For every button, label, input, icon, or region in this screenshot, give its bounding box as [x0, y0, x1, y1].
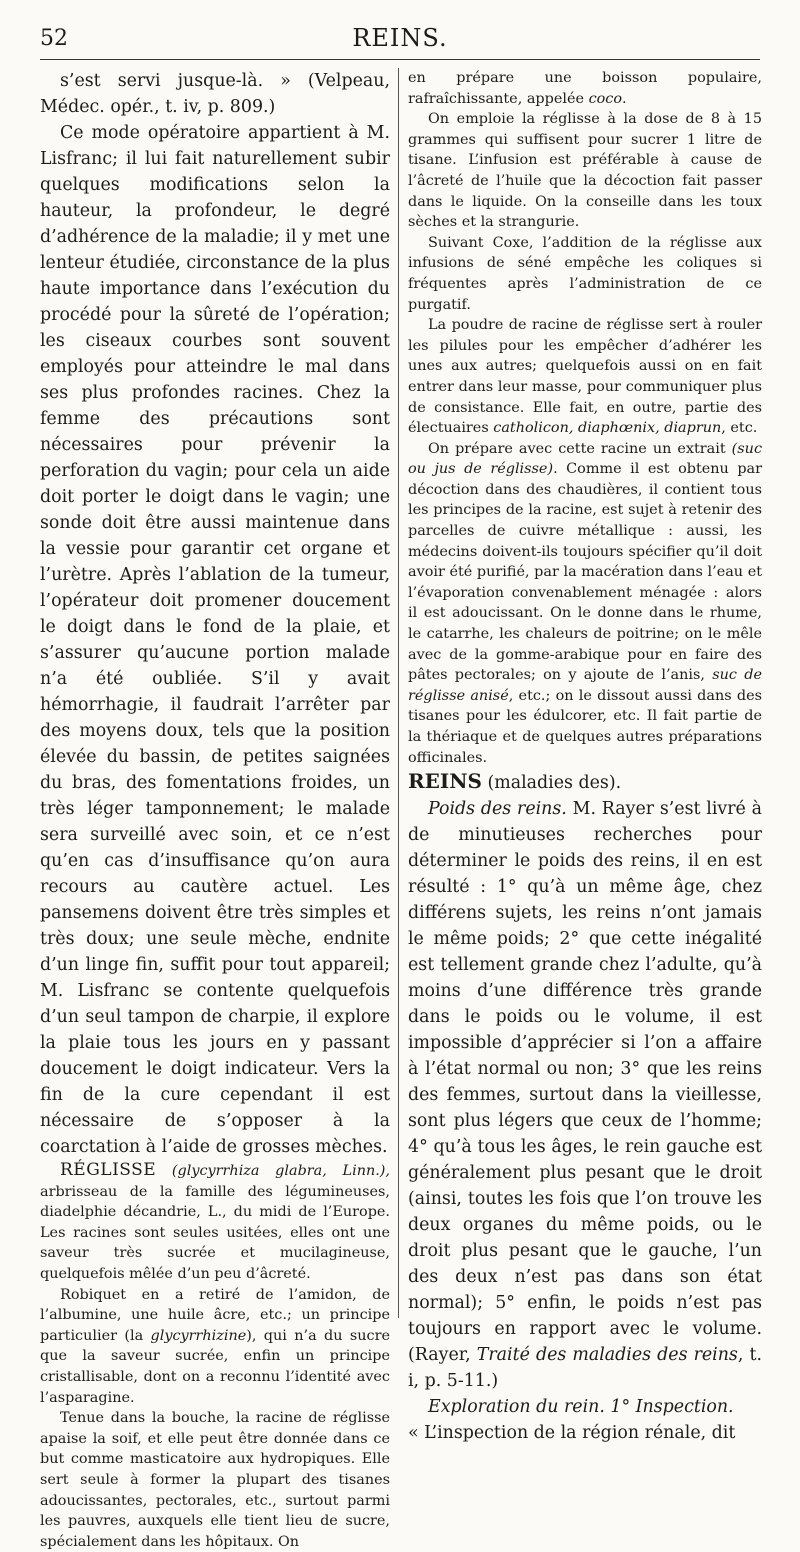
paragraph-robiquet — [40, 1285, 390, 1409]
paragraph-extrait — [408, 439, 762, 769]
paragraph-uses: Tenue dans la bouche, la racine de réglisse apaise la soif, et elle peut être donnée dans ce but comme masticatoire aux hydropiques. Elle sert seule à former la plupart des tisanes adoucissantes, pectorales, etc., surtout parmi les pauvres, auxquels elle tient lieu de sucre, spécialement dans les hôpitaux. On — [40, 1410, 390, 1550]
page-header — [40, 22, 760, 58]
poids-reference-title: Traité des maladies des reins — [476, 1345, 738, 1366]
paragraph-dose: On emploie la réglisse à la dose de 8 à 15 grammes qui suffisent pour sucrer 1 litre de tisane. L’infusion est préférable à cause de l’âcreté de l’huile que la décoction fait passer dans le liquide. On la conseille dans les toux sèches et la strangurie. — [408, 111, 762, 231]
paragraph-exploration-text: « L’inspection de la région rénale, dit — [408, 1423, 736, 1444]
poids-text: M. Rayer s’est livré à de minutieuses recherches pour déterminer le poids des reins, il en est résulté : 1° qu’à un même âge, chez différens sujets, les reins n’ont jamais le même poids; 2° que cette inégalité est tellement grande chez l’adulte, qu’à moins d’une différence très grande dans le poids ou le volume, il est impossible d’apprécier si l’on a affaire à l’état normal ou non; 3° que les reins des femmes, surtout dans la vieillesse, sont plus légers que ceux de l’homme; 4° qu’à tous les âges, le rein gauche est généralement plus pesant que le droit (ainsi, toutes les fois que l’on trouve les deux organes du même poids, ou le droit plus pesant que le gauche, l’un des deux n’est pas dans son état normal); 5° enfin, le poids n’est pas toujours en rapport avec le volume. (Rayer, — [408, 799, 762, 1366]
extrait-text-b: . Comme il est obtenu par décoction dans des chaudières, il contient tous les principes de la racine, est sujet à retenir des parcelles de cuivre métallique : aussi, les médecins doivent-ils toujours spécifier qu’il doit avoir été purifié, par la macération dans l’eau et l’évaporation convenablement ménagée : alors il est adoucissant. On le donne dans le rhume, le catarrhe, les chaleurs de poitrine; on le mêle avec de la gomme-arabique pour en faire des pâtes pectorales; on y ajoute de l’anis, — [408, 461, 762, 684]
poids-title: Poids des reins. — [428, 799, 567, 820]
paragraph-coxe: Suivant Coxe, l’addition de la réglisse aux infusions de séné empêche les coliques si fréquentes après l’administration de ce purgatif. — [408, 234, 762, 313]
paragraph-poudre — [408, 315, 762, 439]
left-column — [40, 68, 390, 1550]
extrait-text-c: , etc.; on le dissout aussi dans des tisanes pour les édulcorer, etc. Il fait partie de la thériaque et de quelques autres préparations officinales. — [408, 687, 762, 766]
extrait-italic-2: suc de réglisse anisé — [408, 667, 763, 704]
entry-term-reins: REINS — [408, 769, 482, 794]
entry-reins-subtitle: (maladies des). — [481, 773, 622, 794]
paragraph-poids — [408, 796, 762, 1394]
coco-italic: coco — [588, 90, 623, 107]
extrait-italic: (suc ou jus de réglisse) — [408, 440, 762, 478]
header-rule — [40, 59, 760, 60]
poudre-text-b: , etc. — [721, 420, 758, 437]
page-number: 52 — [40, 26, 68, 51]
entry-reins-heading — [408, 768, 762, 796]
robiquet-text-a: Robiquet en a retiré de l’amidon, de l’albumine, une huile âcre, etc.; un principe particulier (la — [40, 1286, 390, 1344]
robiquet-text-b: ), qui n’a du sucre que la saveur sucrée, enfin un principe cristallisable, dont on a reconnu l’identité avec l’asparagine. — [40, 1327, 390, 1406]
poids-reference-end: , t. i, p. 5-11.) — [408, 1345, 762, 1392]
entry-reglisse — [40, 1160, 390, 1285]
right-column — [408, 68, 763, 1444]
entry-term-reglisse: RÉGLISSE — [60, 1160, 157, 1180]
paragraph-coco — [408, 68, 762, 109]
reglisse-definition: arbrisseau de la famille des légumineuses, diadelphie décandrie, L., du midi de l’Europe. Les racines sont seules usitées, elles ont une saveur très sucrée et mucilagineuse, quelquefois mêlée d’un peu d’âcreté. — [40, 1183, 390, 1282]
poudre-italic: catholicon, diaphœnix, diaprun — [493, 420, 722, 437]
coco-text-b: . — [622, 90, 627, 107]
running-head: REINS. — [352, 24, 448, 52]
column-divider — [398, 68, 399, 1318]
paragraph-velpeau-quote: s’est servi jusque-là. » (Velpeau, Médec. opér., t. iv, p. 809.) — [40, 71, 390, 117]
exploration-title: Exploration du rein. 1° Inspection. — [428, 1397, 734, 1418]
paragraph-lisfranc-method: Ce mode opératoire appartient à M. Lisfranc; il lui fait naturellement subir quelques modifications selon la hauteur, la profondeur, le degré d’adhérence de la maladie; il y met une lenteur étudiée, circonstance de la plus haute importance dans l’exécution du procédé pour la sûreté de l’opération; les ciseaux courbes sont souvent employés pour atteindre le mal dans ses plus profondes racines. Chez la femme des précautions sont nécessaires pour prévenir la perforation du vagin; pour cela un aide doit porter le doigt dans le vagin; une sonde doit être aussi maintenue dans la vessie pour garantir cet organe et l’urètre. Après l’ablation de la tumeur, l’opérateur doit promener doucement le doigt dans le fond de la plaie, et s’assurer qu’aucune portion malade n’a été oubliée. S’il y avait hémorrhagie, il faudrait l’arrêter par des moyens doux, tels que la position élevée du bassin, de petites saignées du bras, des fomentations froides, un très léger tamponnement; le malade sera surveillé avec soin, et ce n’est qu’en cas d’insuffisance qu’on aura recours au cautère actuel. Les pansemens doivent être très simples et très doux; une seule mèche, endnite d’un linge fin, suffit pour tout appareil; M. Lisfranc se contente quelquefois d’un seul tampon de charpie, il explore la plaie tous les jours en y passant doucement le doigt indicateur. Vers la fin de la cure cependant il est nécessaire de s’opposer à la coarctation à l’aide de grosses mèches. — [40, 123, 390, 1157]
robiquet-italic: glycyrrhizine — [150, 1327, 247, 1344]
paragraph-exploration-title — [408, 1394, 762, 1420]
extrait-text-a: On prépare avec cette racine un extrait — [428, 440, 732, 457]
poudre-text-a: La poudre de racine de réglisse sert à rouler les pilules pour les empêcher d’adhérer les unes aux autres; quelquefois aussi on en fait entrer dans leur masse, pour communiquer plus de consistance. Elle fait, en outre, partie des électuaires — [408, 317, 762, 437]
coco-text-a: en prépare une boisson populaire, rafraîchissante, appelée — [408, 70, 762, 107]
reglisse-latin-name: (glycyrrhiza glabra, Linn.), — [171, 1163, 390, 1179]
